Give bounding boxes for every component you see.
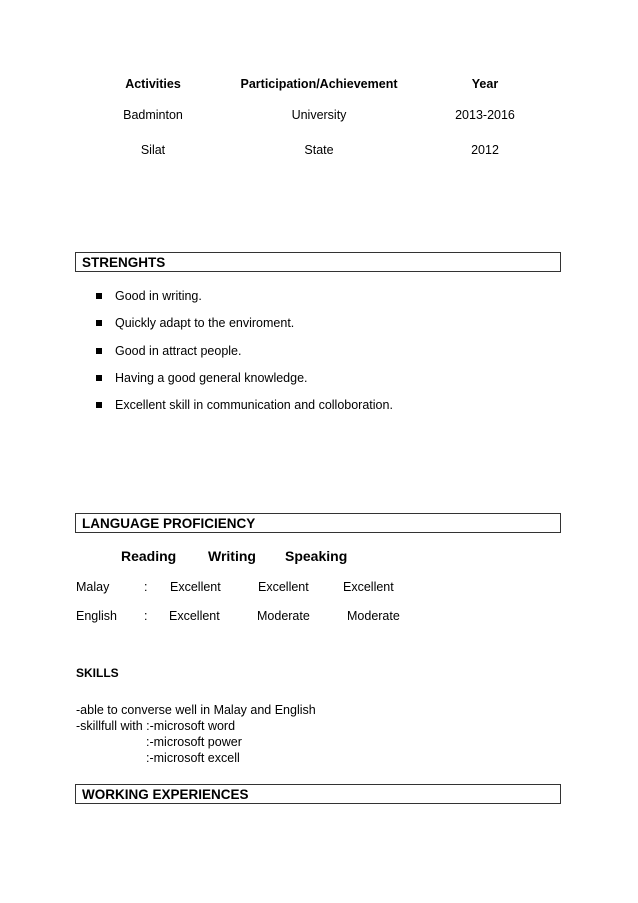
- square-bullet-icon: [96, 402, 102, 408]
- list-item: [96, 397, 393, 424]
- square-bullet-icon: [96, 320, 102, 326]
- strength-text: Good in attract people.: [115, 343, 242, 358]
- year-header: Year: [471, 77, 499, 91]
- writing-level: Excellent: [258, 580, 309, 594]
- strength-text: Quickly adapt to the enviroment.: [115, 316, 295, 331]
- working-experiences-heading: WORKING EXPERIENCES: [75, 784, 561, 804]
- skill-line: :-microsoft excell: [146, 751, 240, 765]
- strength-text: Good in writing.: [115, 289, 202, 303]
- strength-text: Having a good general knowledge.: [115, 370, 308, 385]
- language-name: English: [76, 609, 117, 623]
- language-name: Malay: [76, 580, 110, 594]
- strengths-heading: STRENGHTS: [75, 252, 561, 272]
- writing-header: Writing: [208, 548, 256, 564]
- square-bullet-icon: [96, 348, 102, 354]
- list-item: [96, 315, 393, 342]
- table-cell: Badminton: [123, 108, 183, 122]
- separator: :: [144, 580, 148, 594]
- list-item: [96, 288, 393, 315]
- table-cell: 2012: [471, 143, 499, 157]
- reading-level: Excellent: [169, 609, 220, 623]
- participation-header: Participation/Achievement: [240, 77, 398, 91]
- speaking-level: Excellent: [343, 580, 394, 594]
- list-item: [96, 343, 393, 370]
- table-cell: Silat: [140, 143, 166, 157]
- skill-line: -able to converse well in Malay and English: [76, 703, 316, 717]
- speaking-level: Moderate: [347, 609, 400, 623]
- list-item: [96, 370, 393, 397]
- language-heading: LANGUAGE PROFICIENCY: [75, 513, 561, 533]
- strengths-list: [96, 288, 393, 424]
- separator: :: [144, 609, 148, 623]
- table-cell: 2013-2016: [455, 108, 515, 122]
- strength-text: Excellent skill in communication and colloboration.: [115, 398, 393, 413]
- writing-level: Moderate: [257, 609, 310, 623]
- speaking-header: Speaking: [285, 548, 348, 564]
- skills-heading: SKILLS: [76, 666, 119, 680]
- skill-line: :-microsoft power: [146, 735, 242, 749]
- table-cell: University: [291, 108, 347, 122]
- activities-header: Activities: [125, 77, 181, 91]
- table-cell: State: [304, 143, 334, 157]
- skill-line: -skillfull with :-microsoft word: [76, 719, 236, 733]
- reading-header: Reading: [121, 548, 177, 564]
- reading-level: Excellent: [170, 580, 221, 594]
- square-bullet-icon: [96, 293, 102, 299]
- square-bullet-icon: [96, 375, 102, 381]
